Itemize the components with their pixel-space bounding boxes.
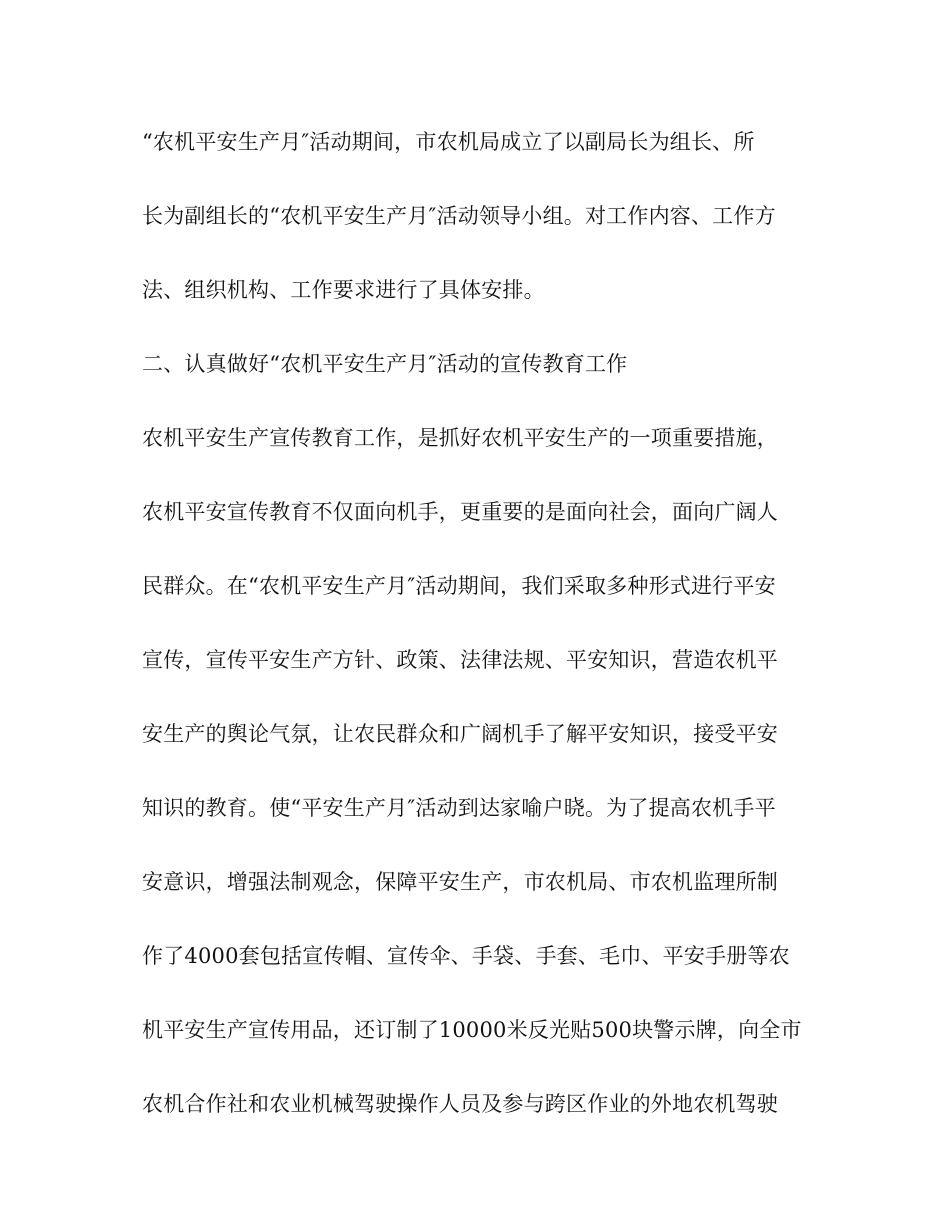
section-heading: 二、认真做好“农机平安生产月″活动的宣传教育工作 bbox=[142, 352, 628, 376]
text-line: 长为副组长的“农机平安生产月″活动领导小组。对工作内容、工作方 bbox=[142, 204, 776, 228]
text-line: 知识的教育。使“平安生产月″活动到达家喻户晓。为了提高农机手平 bbox=[142, 796, 776, 820]
text-line: 安生产的舆论气氛，让农民群众和广阔机手了解平安知识，接受平安 bbox=[142, 722, 778, 746]
text-line: 法、组织机构、工作要求进行了具体安排。 bbox=[142, 278, 545, 302]
text-line: 农机平安宣传教育不仅面向机手，更重要的是面向社会，面向广阔人 bbox=[142, 500, 778, 524]
text-line: 农机合作社和农业机械驾驶操作人员及参与跨区作业的外地农机驾驶 bbox=[142, 1092, 778, 1116]
text-line: 作了4000套包括宣传帽、宣传伞、手袋、手套、毛巾、平安手册等农 bbox=[142, 944, 790, 968]
text-line: 安意识，增强法制观念，保障平安生产，市农机局、市农机监理所制 bbox=[142, 870, 778, 894]
text-line: 民群众。在“农机平安生产月″活动期间，我们采取多种形式进行平安 bbox=[142, 574, 776, 598]
text-line: 宣传，宣传平安生产方针、政策、法律法规、平安知识，营造农机平 bbox=[142, 648, 778, 672]
text-line: “农机平安生产月″活动期间，市农机局成立了以副局长为组长、所 bbox=[142, 130, 755, 154]
text-line: 机平安生产宣传用品，还订制了10000米反光贴500块警示牌，向全市 bbox=[142, 1018, 802, 1042]
text-line: 农机平安生产宣传教育工作，是抓好农机平安生产的一项重要措施， bbox=[142, 426, 778, 450]
